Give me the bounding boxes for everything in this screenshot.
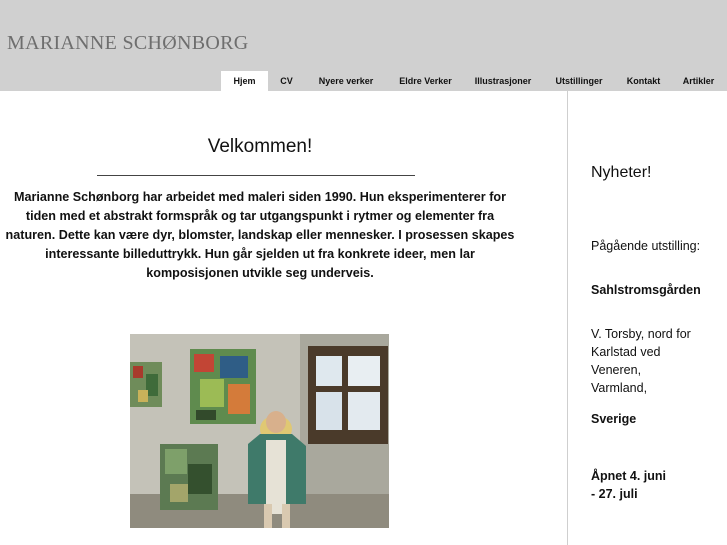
page-title: Velkommen!: [207, 136, 313, 157]
nav-item-eldre-verker[interactable]: Eldre Verker: [399, 76, 452, 86]
nav-item-kontakt[interactable]: Kontakt: [626, 76, 661, 86]
address-line: Varmland,: [591, 381, 648, 395]
main-nav: [221, 71, 726, 91]
exhibition-country: Sverige: [591, 412, 637, 426]
exhibition-dates: [591, 467, 666, 503]
nav-item-artikler[interactable]: Artikler: [682, 76, 715, 86]
exhibition-label: Pågående utstilling:: [591, 239, 701, 253]
address-line: Veneren,: [591, 363, 642, 377]
date-open: Åpnet 4. juni: [591, 469, 666, 483]
header-bar: [0, 0, 727, 91]
site-title[interactable]: MARIANNE SCHØNBORG: [7, 32, 249, 54]
address-line: Karlstad ved: [591, 345, 661, 359]
nav-item-nyere-verker[interactable]: Nyere verker: [318, 76, 374, 86]
exhibition-venue: Sahlstromsgården: [591, 283, 701, 297]
artist-photo: [130, 334, 389, 528]
nav-item-illustrasjoner[interactable]: Illustrasjoner: [474, 76, 532, 86]
nav-item-hjem[interactable]: Hjem: [221, 71, 268, 91]
column-divider: [567, 91, 568, 545]
address-line: V. Torsby, nord for: [591, 327, 691, 341]
title-divider: [97, 175, 415, 176]
nav-item-cv[interactable]: CV: [280, 76, 293, 86]
intro-paragraph: Marianne Schønborg har arbeidet med maleri siden 1990. Hun eksperimenterer for tiden med et abstrakt formspråk og tar utgangspunkt i rytmer og elementer fra naturen. Dette kan være dyr, blomster, landskap eller mennesker. I prosessen skapes interessante billeduttrykk. Hun går sjelden ut fra konkrete ideer, men lar komposisjonen utvikle seg underveis.: [5, 190, 515, 280]
nav-item-utstillinger[interactable]: Utstillinger: [555, 76, 603, 86]
date-close: - 27. juli: [591, 487, 638, 501]
exhibition-address: [591, 325, 691, 397]
news-heading: Nyheter!: [591, 164, 652, 181]
